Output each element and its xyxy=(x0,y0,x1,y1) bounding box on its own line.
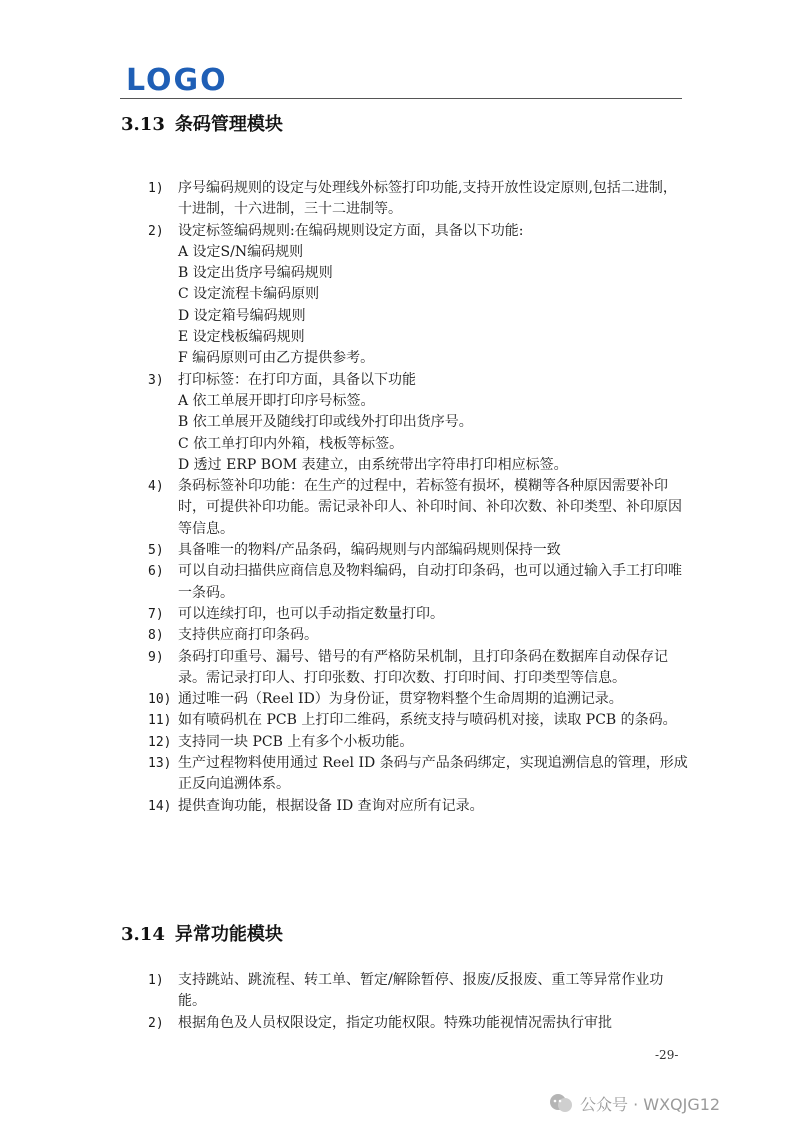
item-line: 支持跳站、跳流程、转工单、暂定/解除暂停、报废/反报废、重工等异常作业功能。 xyxy=(178,972,664,1010)
barcode-feature-list xyxy=(148,178,688,817)
item-number: 1) xyxy=(148,181,164,196)
item-text xyxy=(178,625,688,646)
item-text xyxy=(178,796,688,817)
item-number: 10) xyxy=(148,692,172,708)
item-text xyxy=(178,689,688,710)
item-line: 序号编码规则的设定与处理线外标签打印功能,支持开放性设定原则,包括二进制，十进制，十六进制，三十二进制等。 xyxy=(178,180,677,218)
item-line: 根据角色及人员权限设定，指定功能权限。特殊功能视情况需执行审批 xyxy=(178,1014,612,1031)
sub-item-line: C 依工单打印内外箱，栈板等标签。 xyxy=(178,435,404,452)
list-item xyxy=(148,561,688,604)
item-line: 通过唯一码（Reel ID）为身份证，贯穿物料整个生命周期的追溯记录。 xyxy=(178,691,623,708)
item-number: 2) xyxy=(148,223,164,239)
item-number: 11) xyxy=(148,713,172,729)
item-line: 支持供应商打印条码。 xyxy=(178,627,318,644)
watermark-text: 公众号 · WXQJG12 xyxy=(580,1094,721,1114)
section-heading-3-13 xyxy=(121,110,283,136)
item-number: 3) xyxy=(148,372,164,388)
item-number: 2) xyxy=(148,1015,164,1031)
item-text xyxy=(178,561,688,604)
section-title: 异常功能模块 xyxy=(174,924,283,945)
sub-item-line: D 透过 ERP BOM 表建立，由系统带出字符串打印相应标签。 xyxy=(178,456,568,473)
item-number: 13) xyxy=(148,756,172,772)
section-number: 3.14 xyxy=(121,924,165,945)
item-line: 打印标签：在打印方面，具备以下功能 xyxy=(178,371,416,388)
exception-feature-list xyxy=(148,970,688,1034)
header-rule xyxy=(120,98,682,99)
item-line: 具备唯一的物料/产品条码，编码规则与内部编码规则保持一致 xyxy=(178,542,561,559)
sub-item-line: B 依工单展开及随线打印或线外打印出货序号。 xyxy=(178,414,473,431)
item-number: 4) xyxy=(148,479,164,495)
item-text xyxy=(178,647,688,690)
item-line: 支持同一块 PCB 上有多个小板功能。 xyxy=(178,733,414,750)
item-text xyxy=(178,604,688,625)
list-item xyxy=(148,970,688,1013)
item-line: 可以自动扫描供应商信息及物料编码，自动打印条码，也可以通过输入手工打印唯一条码。 xyxy=(178,563,682,601)
item-number: 1) xyxy=(148,973,164,988)
item-line: 提供查询功能，根据设备 ID 查询对应所有记录。 xyxy=(178,797,484,814)
section-number: 3.13 xyxy=(121,114,165,135)
section-heading-3-14 xyxy=(121,920,283,946)
list-item xyxy=(148,476,688,540)
sub-item-line: A 设定S/N编码规则 xyxy=(178,243,304,260)
item-text xyxy=(178,540,688,561)
item-text xyxy=(178,970,688,1013)
sub-item-line: D 设定箱号编码规则 xyxy=(178,307,306,324)
sub-item-line: C 设定流程卡编码原则 xyxy=(178,286,320,303)
page-number: -29- xyxy=(655,1048,679,1062)
list-item xyxy=(148,753,688,796)
list-item xyxy=(148,370,688,476)
list-item xyxy=(148,1013,688,1034)
sub-item-line: E 设定栈板编码规则 xyxy=(178,329,305,346)
item-number: 7) xyxy=(148,606,164,622)
list-item xyxy=(148,540,688,561)
list-item xyxy=(148,796,688,817)
item-text xyxy=(178,753,688,796)
item-number: 14) xyxy=(148,798,172,814)
item-text xyxy=(178,710,688,731)
item-text xyxy=(178,178,688,221)
section-title: 条码管理模块 xyxy=(174,114,283,135)
item-number: 12) xyxy=(148,734,172,750)
item-line: 设定标签编码规则:在编码规则设定方面，具备以下功能: xyxy=(178,222,524,239)
item-line: 如有喷码机在 PCB 上打印二维码，系统支持与喷码机对接，读取 PCB 的条码。 xyxy=(178,712,677,729)
list-item xyxy=(148,221,688,370)
item-number: 8) xyxy=(148,628,164,644)
item-number: 9) xyxy=(148,649,164,665)
list-item xyxy=(148,647,688,690)
item-text xyxy=(178,732,688,753)
item-text xyxy=(178,1013,688,1034)
sub-item-line: B 设定出货序号编码规则 xyxy=(178,265,333,282)
item-line: 条码标签补印功能：在生产的过程中，若标签有损坏，模糊等各种原因需要补印时，可提供补印功能。需记录补印人、补印时间、补印次数、补印类型、补印原因等信息。 xyxy=(178,478,682,537)
item-number: 5) xyxy=(148,543,164,559)
item-line: 条码打印重号、漏号、错号的有严格防呆机制，且打印条码在数据库自动保存记录。需记录打印人、打印张数、打印次数、打印时间、打印类型等信息。 xyxy=(178,648,668,686)
list-item xyxy=(148,732,688,753)
item-number: 6) xyxy=(148,564,164,580)
item-text xyxy=(178,221,688,370)
list-item xyxy=(148,689,688,710)
list-item xyxy=(148,604,688,625)
item-line: 可以连续打印，也可以手动指定数量打印。 xyxy=(178,605,444,622)
list-item xyxy=(148,625,688,646)
sub-item-line: F 编码原则可由乙方提供参考。 xyxy=(178,350,375,367)
item-text xyxy=(178,476,688,540)
item-line: 生产过程物料使用通过 Reel ID 条码与产品条码绑定，实现追溯信息的管理，形成正反向追溯体系。 xyxy=(178,755,688,793)
list-item xyxy=(148,710,688,731)
list-item xyxy=(148,178,688,221)
wechat-icon xyxy=(548,1092,574,1114)
sub-item-line: A 依工单展开即打印序号标签。 xyxy=(178,392,375,409)
item-text xyxy=(178,370,688,476)
company-logo: LOGO xyxy=(126,63,228,98)
wechat-watermark xyxy=(548,1090,720,1116)
